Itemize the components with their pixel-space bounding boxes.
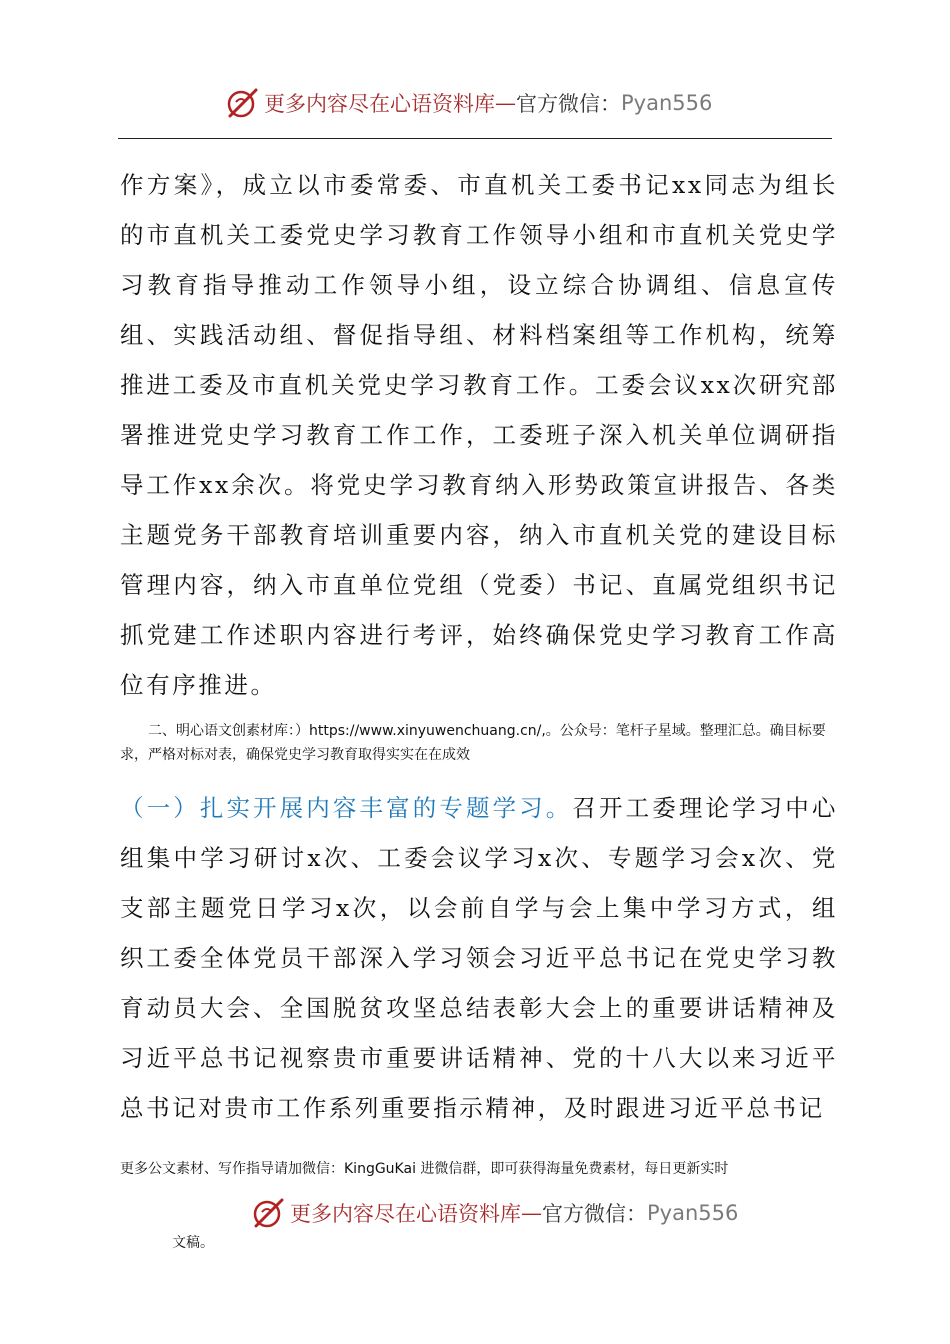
watermark-account: Pyan556: [621, 91, 713, 115]
body-paragraph-1: 作方案》，成立以市委常委、市直机关工委书记xx同志为组长的市直机关工委党史学习教育工作领导小组和市直机关党史学习教育指导推动工作领导小组，设立综合协调组、信息宣传组、实践活动组、督促指导组、材料档案组等工作机构，统筹推进工委及市直机关党史学习教育工作。工委会议xx次研究部署推进党史学习教育工作工作，工委班子深入机关单位调研指导工作xx余次。将党史学习教育纳入形势政策宣讲报告、各类主题党务干部教育培训重要内容，纳入市直机关党的建设目标管理内容，纳入市直单位党组（党委）书记、直属党组织书记抓党建工作述职内容进行考评，始终确保党史学习教育工作高位有序推进。: [120, 171, 838, 699]
section-body: 召开工委理论学习中心组集中学习研讨x次、工委会议学习x次、专题学习会x次、党支部主题党日学习x次，以会前自学与会上集中学习方式，组织工委全体党员干部深入学习领会习近平总书记在党史学习教育动员大会、全国脱贫攻坚总结表彰大会上的重要讲话精神及习近平总书记视察贵市重要讲话精神、党的十八大以来习近平总书记对贵市工作系列重要指示精神，及时跟进习近平总书记: [120, 794, 839, 1122]
body-paragraph-2: [120, 783, 838, 1133]
watermark-text: 更多内容尽在心语资料库: [290, 1202, 521, 1226]
watermark-text: 更多内容尽在心语资料库: [264, 92, 495, 116]
watermark-account: Pyan556: [647, 1201, 739, 1225]
header-divider: [118, 138, 832, 139]
section-heading: （一）扎实开展内容丰富的专题学习。: [120, 794, 573, 822]
watermark-wechat-label: 官方微信：: [516, 92, 621, 116]
footer-note: 更多公文素材、写作指导请加微信：KingGuKai 进微信群，即可获得海量免费素材，每日更新实时: [120, 1161, 729, 1177]
brush-logo-icon: [226, 86, 260, 120]
footer-note-continued: 文稿。: [172, 1235, 214, 1251]
header-watermark: [226, 86, 712, 120]
footer-watermark: [252, 1196, 738, 1230]
watermark-dash: —: [495, 91, 516, 115]
source-note: 二、明心语文创素材库：）https://www.xinyuwenchuang.cn/,。公众号：笔杆子星域。整理汇总。确目标要求，严格对标对表，确保党史学习教育取得实实在在成效: [120, 723, 826, 763]
watermark-dash: —: [521, 1201, 542, 1225]
brush-logo-icon: [252, 1196, 286, 1230]
watermark-wechat-label: 官方微信：: [542, 1202, 647, 1226]
